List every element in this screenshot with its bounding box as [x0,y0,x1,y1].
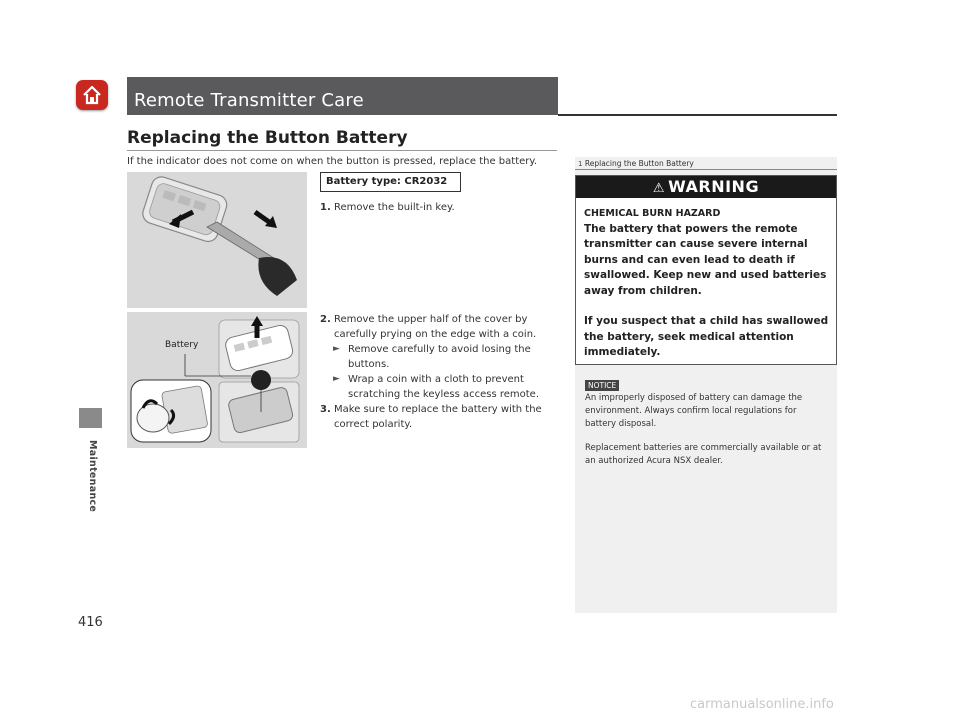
side-tab-label: Maintenance [87,440,98,513]
warning-box [575,175,837,365]
notice-text-2: Replacement batteries are commercially available or at an authorized Acura NSX dealer. [585,443,822,466]
instruction-steps [320,200,555,432]
warning-title: WARNING [668,177,760,196]
battery-type-box: Battery type: CR2032 [320,172,461,192]
arrow-right-icon: ► [333,374,340,384]
sub-step-1 [320,342,555,372]
chapter-header [127,77,558,115]
arrow-icon [255,212,277,228]
sidebar-notes [575,157,837,613]
notice-badge: NOTICE [585,380,619,391]
step-2 [320,312,555,342]
home-icon [81,84,103,106]
watermark: carmanualsonline.info [690,697,834,712]
sub-step-text: Remove carefully to avoid losing the buttons. [348,344,531,370]
sub-step-2 [320,372,555,402]
step-number: 1. [320,202,331,213]
arrow-right-icon: ► [333,344,340,354]
sidebar-header-text: Replacing the Button Battery [584,159,694,168]
figure-remove-key [127,172,307,308]
step-number: 3. [320,404,331,415]
reference-marker-icon: 1 [578,160,583,168]
warning-header [576,176,836,198]
warning-body [584,206,834,376]
warning-text-1: The battery that powers the remote transmitter can cause severe internal burns and can even lead to death if swallowed. Keep new and used batteries away from children. [584,222,827,297]
home-button[interactable] [76,80,108,110]
hazard-title: CHEMICAL BURN HAZARD [584,208,721,219]
battery-callout: Battery [165,340,199,350]
step-1 [320,200,555,215]
step-text: Remove the built-in key. [334,202,455,213]
notice-text-1: An improperly disposed of battery can damage the environment. Always confirm local regulations for battery disposal. [585,393,803,429]
step-3 [320,402,555,432]
page-number: 416 [78,615,103,630]
step-number: 2. [320,314,331,325]
side-tab-marker[interactable] [79,408,102,428]
step-text: Make sure to replace the battery with the correct polarity. [334,404,542,430]
intro-text: If the indicator does not come on when the button is pressed, replace the battery. [127,156,538,167]
warning-text-2: If you suspect that a child has swallowed the battery, seek medical attention immediately. [584,315,829,358]
figure-open-cover [127,312,307,448]
chapter-title: Remote Transmitter Care [134,90,364,111]
section-title: Replacing the Button Battery [127,128,408,148]
chapter-rule [558,114,837,116]
notice-body [585,392,830,479]
warning-icon: ⚠ [652,181,666,196]
sidebar-header [575,157,837,170]
section-rule [127,150,557,151]
step-text: Remove the upper half of the cover by carefully prying on the edge with a coin. [334,314,537,340]
sub-step-text: Wrap a coin with a cloth to prevent scratching the keyless access remote. [348,374,540,400]
